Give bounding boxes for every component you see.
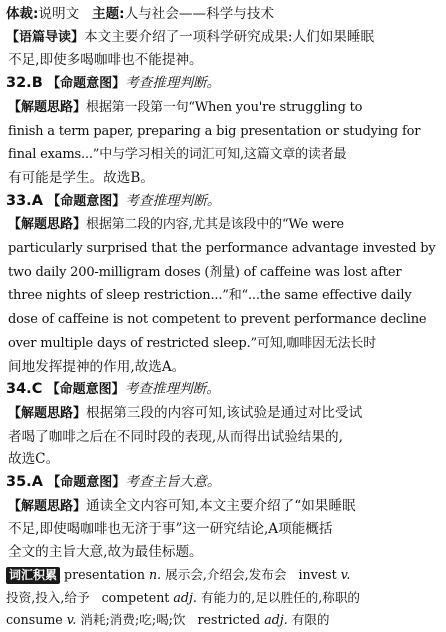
vocab-pos: v. — [66, 612, 77, 628]
vocab-pos: n. — [148, 566, 162, 582]
vocab-line-2 — [6, 587, 440, 610]
question-34-header — [6, 378, 440, 402]
vocab-word: presentation — [64, 566, 145, 582]
question-34-line-1 — [6, 402, 440, 426]
vocab-pos: v. — [340, 566, 351, 582]
question-34-line-3 — [6, 448, 440, 471]
vocab-word: restricted — [197, 612, 261, 628]
idea-text: 故选C。 — [8, 451, 60, 468]
vocab-word: consume — [6, 612, 63, 628]
idea-text: 有可能是学生。故选B。 — [8, 169, 154, 186]
idea-tag: 【解题思路】 — [8, 99, 87, 115]
question-32-header — [6, 72, 440, 96]
question-33-line-6 — [6, 332, 440, 356]
question-number: 33. — [6, 192, 32, 209]
question-35-line-2 — [6, 518, 440, 541]
intent-tag: 【命题意图】 — [47, 475, 126, 491]
idea-text: dose of caffeine is not competent to prevent performance decline — [8, 312, 427, 328]
idea-tag: 【解题思路】 — [8, 405, 87, 421]
intent-text: 考查推理判断。 — [125, 192, 221, 209]
question-33-line-5 — [6, 308, 440, 332]
idea-text: 不足,即使喝咖啡也无济于事”这一研究结论,A项能概括 — [8, 521, 333, 538]
vocab-meaning: 展示会,介绍会,发布会 — [165, 566, 287, 582]
idea-tag: 【解题思路】 — [8, 498, 87, 514]
idea-text: 间地发挥提神的作用,故选A。 — [8, 358, 186, 375]
idea-text: final exams...”中与学习相关的词汇可知,这篇文章的读者最 — [8, 147, 347, 163]
idea-text: finish a term paper, preparing a big presentation or studying for — [8, 123, 421, 139]
vocab-meaning: 有能力的,足以胜任的,称职的 — [200, 589, 361, 605]
vocab-badge: 词汇积累 — [6, 567, 60, 584]
overview-line-2 — [6, 49, 440, 72]
vocab-pos: adj. — [173, 589, 197, 605]
question-number: 34. — [6, 381, 32, 398]
question-33-header — [6, 190, 440, 214]
question-answer: C — [31, 381, 43, 398]
idea-text: 通读全文内容可知,本文主要介绍了“如果睡眠 — [86, 497, 356, 514]
question-32-line-2 — [6, 120, 440, 144]
intent-text: 考查主旨大意。 — [125, 474, 221, 491]
genre-value: 说明文 — [38, 6, 80, 22]
theme-label: 主题: — [92, 6, 125, 22]
intent-text: 考查推理判断。 — [125, 75, 221, 92]
idea-text: 根据第一段第一句“When you're struggling to — [86, 99, 363, 115]
idea-text: 根据第二段的内容,尤其是该段中的“We were — [86, 217, 344, 233]
intent-text: 考查推理判断。 — [124, 381, 220, 398]
intent-tag: 【命题意图】 — [47, 193, 126, 209]
overview-text-2: 不足,即使多喝咖啡也不能提神。 — [8, 52, 203, 69]
header-line — [6, 3, 440, 26]
vocab-line-1 — [6, 564, 440, 587]
overview-text-1: 本文主要介绍了一项科学研究成果:人们如果睡眠 — [84, 28, 375, 45]
vocab-meaning: 有限的 — [291, 612, 330, 628]
question-33-line-2 — [6, 237, 440, 261]
idea-text: 全文的主旨大意,故为最佳标题。 — [8, 544, 203, 561]
idea-text: 者喝了咖啡之后在不同时段的表现,从而得出试验结果的, — [8, 428, 343, 445]
idea-text: particularly surprised that the performance advantage invested by — [8, 241, 436, 257]
intent-tag: 【命题意图】 — [46, 382, 125, 398]
genre-label: 体裁: — [6, 6, 39, 22]
vocab-pos: adj. — [264, 612, 288, 628]
vocab-meaning: 消耗;消费;吃;喝;饮 — [80, 612, 186, 628]
question-answer: A — [31, 192, 43, 209]
vocab-word: invest — [298, 566, 337, 582]
question-number: 32. — [6, 75, 32, 92]
question-32-line-4 — [6, 167, 440, 190]
idea-tag: 【解题思路】 — [8, 217, 87, 233]
question-number: 35. — [6, 474, 32, 491]
question-33-line-4 — [6, 284, 440, 308]
question-34-line-2 — [6, 426, 440, 449]
question-32-line-3 — [6, 143, 440, 167]
question-32-line-1 — [6, 96, 440, 120]
vocab-meaning: 投资,投入,给予 — [6, 589, 90, 605]
question-35-line-3 — [6, 541, 440, 564]
question-answer: B — [31, 75, 43, 92]
question-answer: A — [31, 474, 43, 491]
overview-tag: 【语篇导读】 — [6, 29, 85, 45]
theme-value: 人与社会——科学与技术 — [124, 6, 275, 22]
question-35-line-1 — [6, 495, 440, 519]
idea-text: 根据第三段的内容可知,该试验是通过对比受试 — [86, 404, 363, 421]
idea-text: two daily 200-milligram doses (剂量) of caffeine was lost after — [8, 264, 402, 280]
question-35-header — [6, 471, 440, 495]
question-33-line-1 — [6, 213, 440, 237]
overview-line-1 — [6, 26, 440, 50]
vocab-word: competent — [101, 589, 170, 605]
question-33-line-3 — [6, 261, 440, 285]
question-33-line-7 — [6, 356, 440, 379]
idea-text: over multiple days of restricted sleep.”可知,咖啡因无法长时 — [8, 335, 377, 351]
intent-tag: 【命题意图】 — [47, 76, 126, 92]
idea-text: three nights of sleep restriction...”和“...the same effective daily — [8, 288, 412, 304]
